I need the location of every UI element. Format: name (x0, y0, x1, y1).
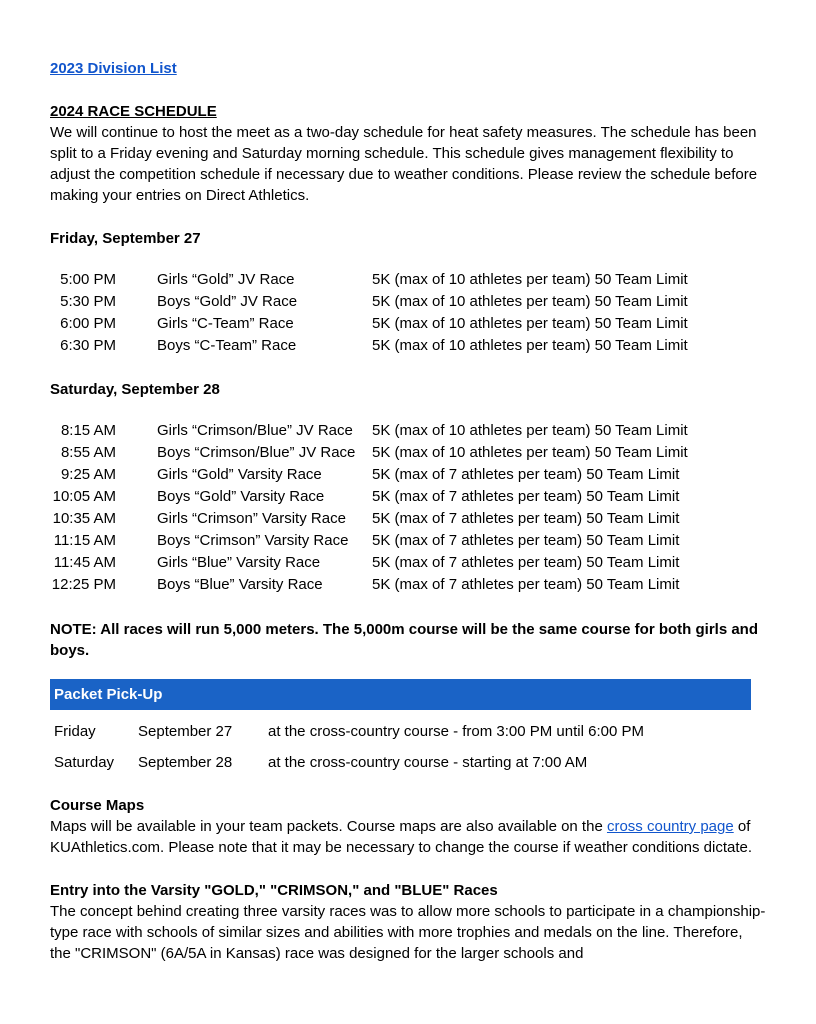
course-maps-text-before: Maps will be available in your team packets. Course maps are also available on the (50, 818, 607, 835)
entry-title: Entry into the Varsity "GOLD," "CRIMSON," and "BLUE" Races (50, 882, 498, 899)
packet-detail: at the cross-country course - from 3:00 PM until 6:00 PM (268, 723, 644, 740)
race-detail: 5K (max of 10 athletes per team) 50 Team Limit (372, 293, 688, 310)
race-time: 5:30 PM (60, 293, 116, 310)
friday-schedule-table (50, 269, 688, 357)
race-detail: 5K (max of 7 athletes per team) 50 Team Limit (372, 532, 680, 549)
race-time: 11:15 AM (53, 532, 116, 549)
race-time: 8:15 AM (60, 422, 116, 439)
packet-day: Saturday (54, 754, 115, 771)
course-maps-text-after: of KUAthletics.com. Please note that it may be necessary to change the course if weather conditions dictate. (50, 818, 753, 856)
race-time: 8:55 AM (60, 444, 116, 461)
packet-pickup-header: Packet Pick-Up (50, 679, 751, 710)
race-schedule-heading: 2024 RACE SCHEDULE (50, 103, 217, 120)
race-detail: 5K (max of 7 athletes per team) 50 Team Limit (372, 576, 680, 593)
race-name: Girls “C-Team” Race (157, 315, 294, 332)
packet-row (50, 716, 644, 747)
race-name: Boys “Gold” JV Race (157, 293, 298, 310)
cross-country-page-link[interactable]: cross country page (606, 818, 734, 835)
race-detail: 5K (max of 10 athletes per team) 50 Team Limit (372, 444, 688, 461)
race-name: Boys “Gold” Varsity Race (157, 488, 325, 505)
packet-date: September 28 (138, 754, 233, 771)
race-detail: 5K (max of 10 athletes per team) 50 Team Limit (372, 337, 688, 354)
packet-date: September 27 (138, 723, 233, 740)
race-time: 10:05 AM (52, 488, 116, 505)
race-name: Girls “Crimson” Varsity Race (157, 510, 346, 527)
schedule-row (50, 442, 688, 464)
race-name: Girls “Gold” JV Race (157, 271, 295, 288)
race-name: Boys “C-Team” Race (157, 337, 297, 354)
race-name: Girls “Blue” Varsity Race (157, 554, 321, 571)
saturday-schedule-table (50, 420, 688, 596)
race-detail: 5K (max of 7 athletes per team) 50 Team Limit (372, 554, 680, 571)
race-detail: 5K (max of 10 athletes per team) 50 Team Limit (372, 422, 688, 439)
race-time: 6:30 PM (60, 337, 116, 354)
distance-note: NOTE: All races will run 5,000 meters. The 5,000m course will be the same course for both girls and boys. (50, 621, 759, 659)
race-schedule-intro: We will continue to host the meet as a two-day schedule for heat safety measures. The schedule has been split to a Friday evening and Saturday morning schedule. This schedule gives management flexibility to adjust the competition schedule if necessary due to weather conditions. Please review the schedule before making your entries on Direct Athletics. (50, 124, 758, 204)
race-detail: 5K (max of 7 athletes per team) 50 Team Limit (372, 488, 680, 505)
race-time: 5:00 PM (60, 271, 116, 288)
schedule-row (50, 486, 688, 508)
race-detail: 5K (max of 10 athletes per team) 50 Team Limit (372, 315, 688, 332)
packet-day: Friday (54, 723, 96, 740)
course-maps-text (50, 816, 766, 858)
packet-row (50, 747, 644, 778)
race-time: 12:25 PM (51, 576, 116, 593)
race-name: Boys “Blue” Varsity Race (157, 576, 323, 593)
race-name: Boys “Crimson” Varsity Race (157, 532, 349, 549)
race-time: 10:35 AM (52, 510, 116, 527)
schedule-row (50, 313, 688, 335)
schedule-row (50, 552, 688, 574)
packet-pickup-table (50, 716, 644, 778)
schedule-row (50, 530, 688, 552)
race-name: Girls “Crimson/Blue” JV Race (157, 422, 353, 439)
division-list-link[interactable]: 2023 Division List (50, 60, 177, 77)
packet-detail: at the cross-country course - starting at 7:00 AM (268, 754, 588, 771)
race-detail: 5K (max of 7 athletes per team) 50 Team Limit (372, 466, 680, 483)
schedule-row (50, 335, 688, 357)
course-maps-title: Course Maps (50, 797, 145, 814)
entry-text: The concept behind creating three varsity races was to allow more schools to participate in a championship-type race with schools of similar sizes and abilities with more trophies and medals on the line. Therefore, the "CRIMSON" (6A/5A in Kansas) race was designed for the larger schools and (50, 903, 766, 962)
race-time: 9:25 AM (60, 466, 116, 483)
schedule-row (50, 269, 688, 291)
schedule-row (50, 420, 688, 442)
schedule-row (50, 508, 688, 530)
schedule-row (50, 291, 688, 313)
race-name: Boys “Crimson/Blue” JV Race (157, 444, 356, 461)
race-name: Girls “Gold” Varsity Race (157, 466, 322, 483)
friday-heading: Friday, September 27 (50, 230, 201, 247)
race-time: 6:00 PM (60, 315, 116, 332)
race-detail: 5K (max of 10 athletes per team) 50 Team Limit (372, 271, 688, 288)
schedule-row (50, 574, 688, 596)
race-time: 11:45 AM (53, 554, 116, 571)
race-detail: 5K (max of 7 athletes per team) 50 Team Limit (372, 510, 680, 527)
saturday-heading: Saturday, September 28 (50, 381, 220, 398)
schedule-row (50, 464, 688, 486)
